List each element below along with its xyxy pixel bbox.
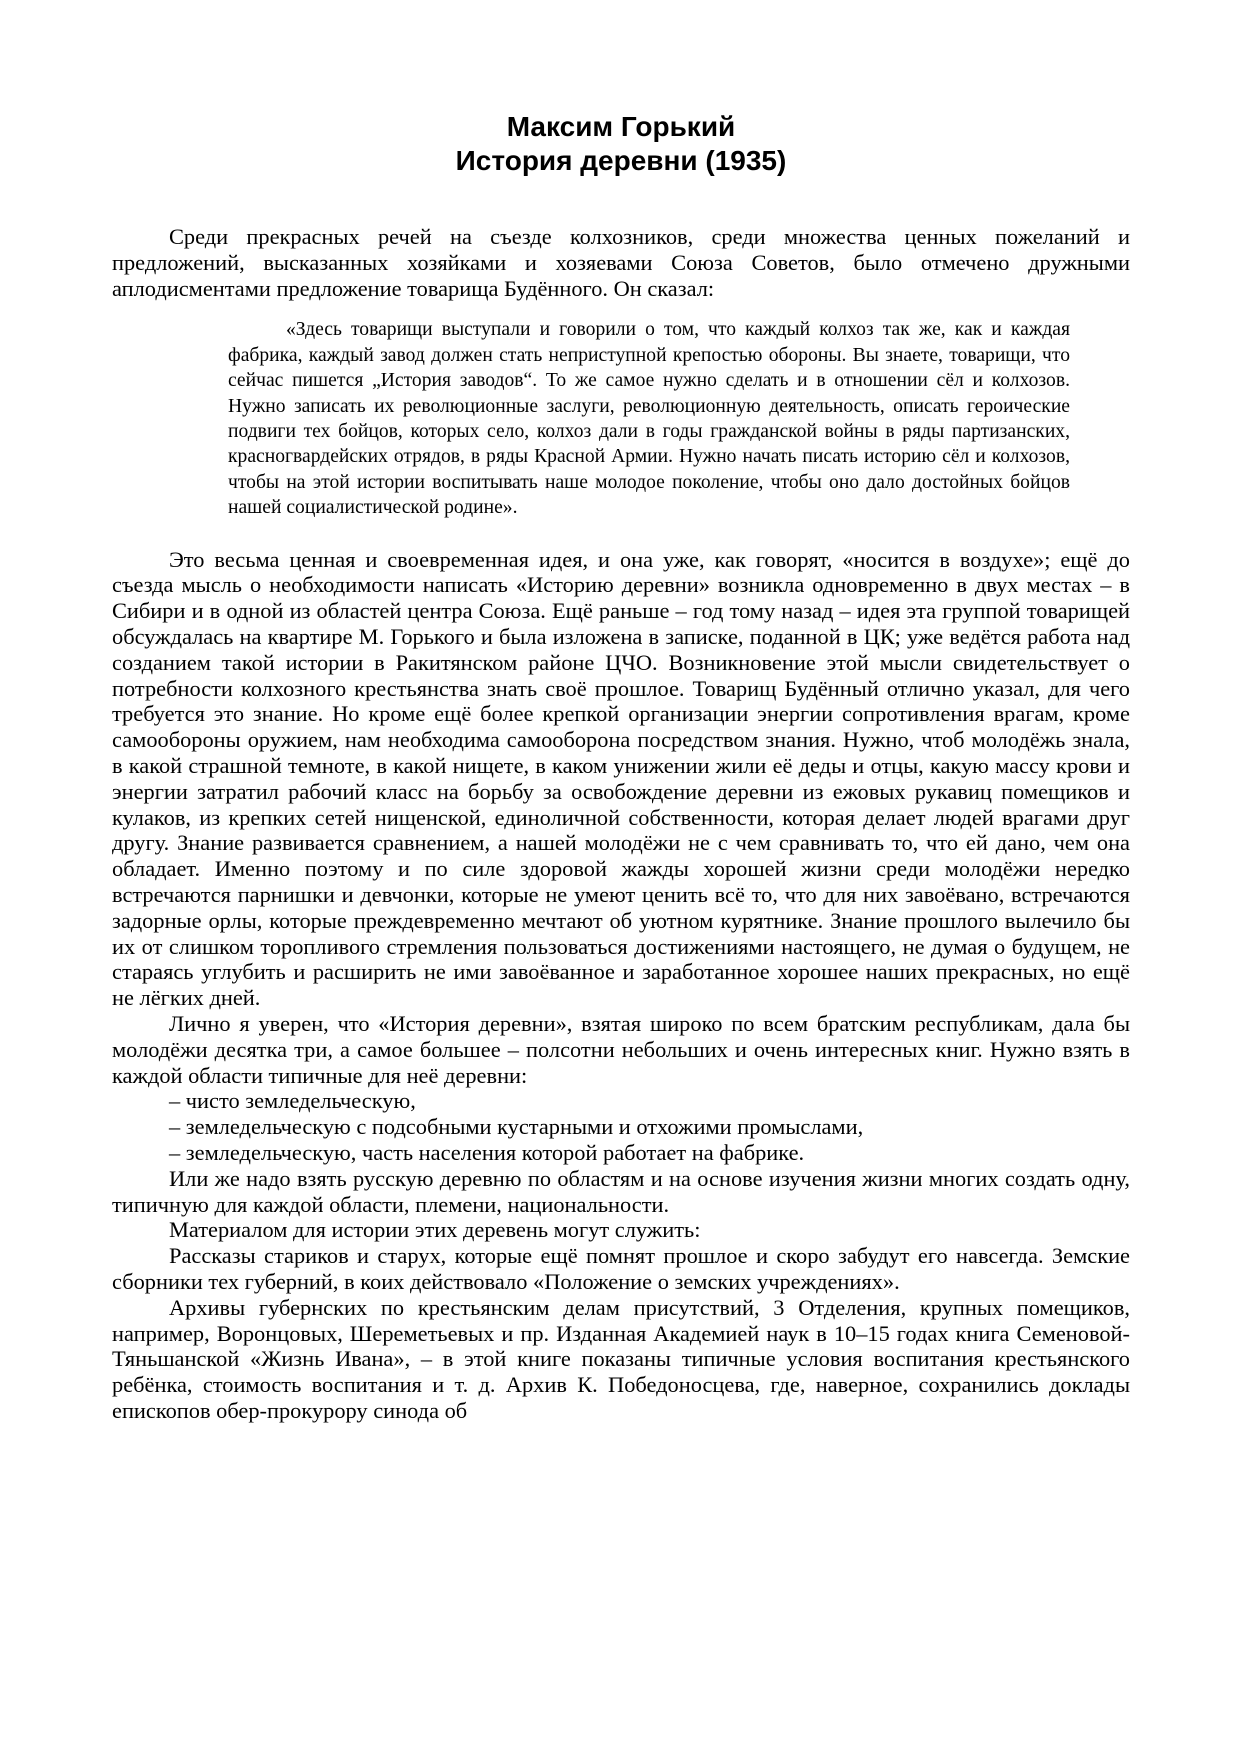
paragraph-materials: Материалом для истории этих деревень могут служить: <box>169 1217 701 1243</box>
paragraph-stories: Рассказы стариков и старух, которые ещё помнят прошлое и скоро забудут его навсегда. Земские сборники тех губерний, в коих действовало «Положение о земских учреждениях». <box>112 1243 1130 1294</box>
paragraph-opinion: Лично я уверен, что «История деревни», взятая широко по всем братским республикам, дала бы молодёжи десятка три, а самое большее – полсотни небольших и очень интересных книг. Нужно взять в каждой области типичные для неё деревни: <box>112 1010 1130 1088</box>
list-item: – земледельческую с подсобными кустарными и отхожими промыслами, <box>169 1114 864 1140</box>
paragraph-idea: Это весьма ценная и своевременная идея, и она уже, как говорят, «носится в воздухе»; ещё до съезда мысль о необходимости написать «Историю деревни» возникла одновременно в двух местах – в Сибири и в одной из областей центра Союза. Ещё раньше – год тому назад – идея эта группой товарищей обсуждалась на квартире М. Горького и была изложена в записке, поданной в ЦК; уже ведётся работа над созданием такой истории в Ракитянском районе ЦЧО. Возникновение этой мысли свидетельствует о потребности колхозного крестьянства знать своё прошлое. Товарищ Будённый отлично указал, для чего требуется это знание. Но кроме ещё более крепкой организации энергии сопротивления врагам, кроме самообороны оружием, нам необходима самооборона посредством знания. Нужно, чтоб молодёжь знала, в какой страшной темноте, в какой нищете, в каком унижении жили её деды и отцы, какую массу крови и энергии затратил рабочий класс на борьбу за освобождение деревни из ежовых рукавиц помещиков и кулаков, из крепких сетей нищенской, единоличной собственности, которая делает людей врагами друг другу. Знание развивается сравнением, а нашей молодёжи не с чем сравнивать то, что ей дано, чем она обладает. Именно поэтому и по силе здоровой жажды хорошей жизни среди молодёжи нередко встречаются парнишки и девчонки, которые не умеют ценить всё то, что для них завоёвано, встречаются задорные орлы, которые преждевременно мечтают об уютном курятнике. Знание прошлого вылечило бы их от слишком торопливого стремления пользоваться достижениями настоящего, не думая о будущем, не стараясь углубить и расширить не ими завоёванное и заработанное хорошее наших прекрасных, но ещё не лёгких дней. <box>112 546 1130 1011</box>
author-name: Максим Горький <box>506 111 736 142</box>
paragraph-regions: Или же надо взять русскую деревню по областям и на основе изучения жизни многих создать одну, типичную для каждой области, племени, национальности. <box>112 1165 1130 1217</box>
work-title: История деревни (1935) <box>455 145 787 176</box>
intro-paragraph: Среди прекрасных речей на съезде колхозников, среди множества ценных пожеланий и предложений, высказанных хозяйками и хозяевами Союза Советов, было отмечено дружными аплодисментами предложение товарища Будённого. Он сказал: <box>112 224 1130 301</box>
document-page <box>112 110 1130 1424</box>
document-title <box>112 110 1130 178</box>
list-item: – чисто земледельческую, <box>169 1088 416 1114</box>
paragraph-archives: Архивы губернских по крестьянским делам присутствий, 3 Отделения, крупных помещиков, например, Воронцовых, Шереметьевых и пр. Изданная Академией наук в 10–15 годах книга Семеновой-Тяньшанской «Жизнь Ивана», – в этой книге показаны типичные условия воспитания крестьянского ребёнка, стоимость воспитания и т. д. Архив К. Победоносцева, где, наверное, сохранились доклады епископов обер-прокурору синода об <box>112 1294 1130 1423</box>
document-body <box>112 224 1130 1424</box>
budyonny-quote: «Здесь товарищи выступали и говорили о том, что каждый колхоз так же, как и каждая фабрика, каждый завод должен стать неприступной крепостью обороны. Вы знаете, товарищи, что сейчас пишется „История заводов“. То же самое нужно сделать и в отношении сёл и колхозов. Нужно записать их революционные заслуги, революционную деятельность, описать героические подвиги тех бойцов, которых село, колхоз дали в годы гражданской войны в ряды партизанских, красногвардейских отрядов, в ряды Красной Армии. Нужно начать писать историю сёл и колхозов, чтобы на этой истории воспитывать наше молодое поколение, чтобы оно дало достойных бойцов нашей социалистической родине». <box>228 319 1070 519</box>
list-item: – земледельческую, часть населения которой работает на фабрике. <box>169 1139 805 1165</box>
